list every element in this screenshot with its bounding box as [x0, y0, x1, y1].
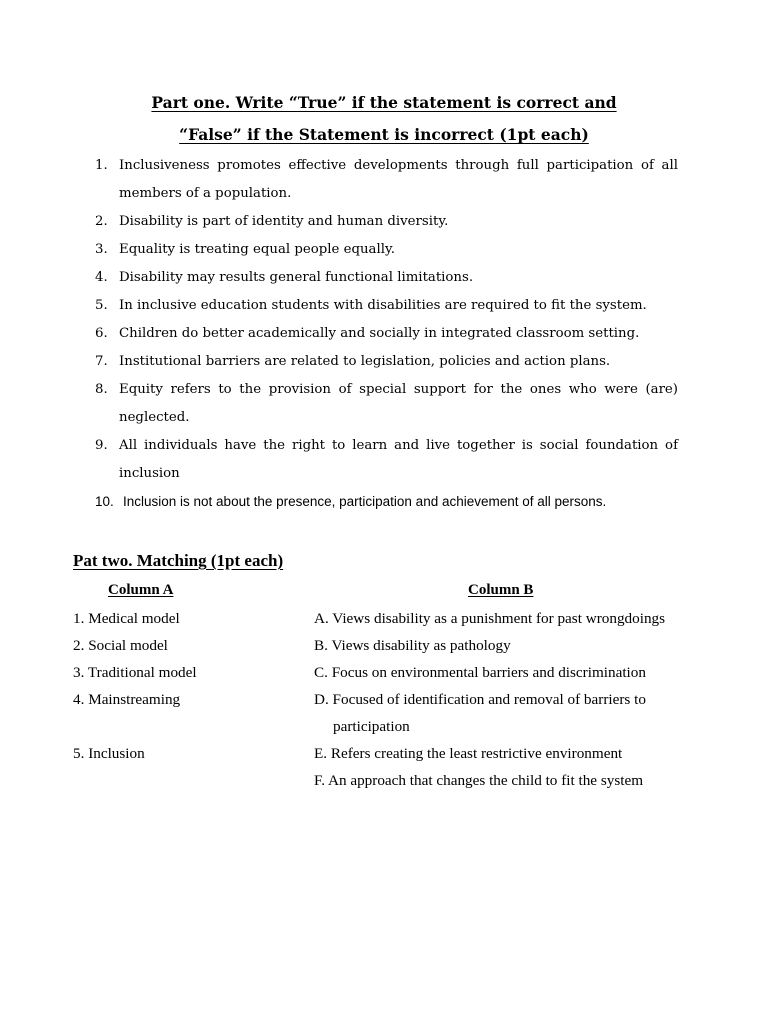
- question-number: 2.: [95, 214, 108, 229]
- column-a-item: 2. Social model: [73, 637, 168, 654]
- column-b-header: Column B: [468, 582, 534, 598]
- question-number: 6.: [95, 326, 108, 341]
- column-b-item: [314, 767, 714, 794]
- column-b-item: [314, 632, 714, 659]
- question-item: [90, 152, 678, 208]
- question-item: [90, 292, 678, 320]
- column-a-item: 4. Mainstreaming: [73, 691, 181, 708]
- column-a-item: 3. Traditional model: [73, 664, 197, 681]
- column-b-item: [314, 686, 714, 740]
- question-item: [90, 208, 678, 236]
- column-b-text: B. Views disability as pathology: [314, 637, 511, 654]
- question-item: [90, 488, 678, 516]
- question-text: Disability is part of identity and human diversity.: [119, 214, 449, 229]
- question-item: [90, 236, 678, 264]
- question-text: Inclusiveness promotes effective developments through full participation of all members of a population.: [119, 158, 678, 201]
- column-b-text: E. Refers creating the least restrictive environment: [314, 745, 623, 762]
- question-number: 8.: [95, 382, 108, 397]
- part-two-title: Pat two. Matching (1pt each): [73, 551, 284, 570]
- column-a-header: Column A: [108, 582, 174, 598]
- question-number: 9.: [95, 438, 108, 453]
- question-number: 3.: [95, 242, 108, 257]
- column-a-item: 1. Medical model: [73, 610, 180, 627]
- column-b-text: F. An approach that changes the child to fit the system: [314, 772, 644, 789]
- question-text: Children do better academically and socially in integrated classroom setting.: [119, 326, 640, 341]
- column-b-item: [314, 740, 714, 767]
- column-b-text: C. Focus on environmental barriers and discrimination: [314, 664, 646, 681]
- true-false-question-list: [90, 152, 678, 516]
- question-text: Equality is treating equal people equally.: [119, 242, 395, 257]
- question-item: [90, 264, 678, 292]
- question-text: All individuals have the right to learn and live together is social foundation of inclusion: [119, 438, 678, 481]
- question-text: In inclusive education students with disabilities are required to fit the system.: [119, 298, 647, 313]
- part-one-title-line-1: Part one. Write “True” if the statement is correct and: [151, 93, 617, 112]
- question-number: 7.: [95, 354, 108, 369]
- column-b-item: [314, 605, 714, 632]
- column-b-text: D. Focused of identification and removal of barriers to: [314, 691, 646, 708]
- question-item: [90, 432, 678, 488]
- question-item: [90, 320, 678, 348]
- part-one-title-line-2: “False” if the Statement is incorrect (1pt each): [179, 125, 589, 144]
- question-item: [90, 376, 678, 432]
- column-a-item: 5. Inclusion: [73, 745, 145, 762]
- column-b-item: [314, 659, 714, 686]
- question-number: 4.: [95, 270, 108, 285]
- question-text: Inclusion is not about the presence, participation and achievement of all persons.: [123, 494, 607, 509]
- question-number: 10.: [95, 494, 114, 509]
- question-text: Equity refers to the provision of special support for the ones who were (are) neglected.: [119, 382, 678, 425]
- question-text: Institutional barriers are related to legislation, policies and action plans.: [119, 354, 611, 369]
- question-text: Disability may results general functional limitations.: [119, 270, 474, 285]
- column-b-text: A. Views disability as a punishment for past wrongdoings: [314, 610, 666, 627]
- question-item: [90, 348, 678, 376]
- column-b-text-continued: participation: [333, 718, 410, 735]
- question-number: 1.: [95, 158, 108, 173]
- question-number: 5.: [95, 298, 108, 313]
